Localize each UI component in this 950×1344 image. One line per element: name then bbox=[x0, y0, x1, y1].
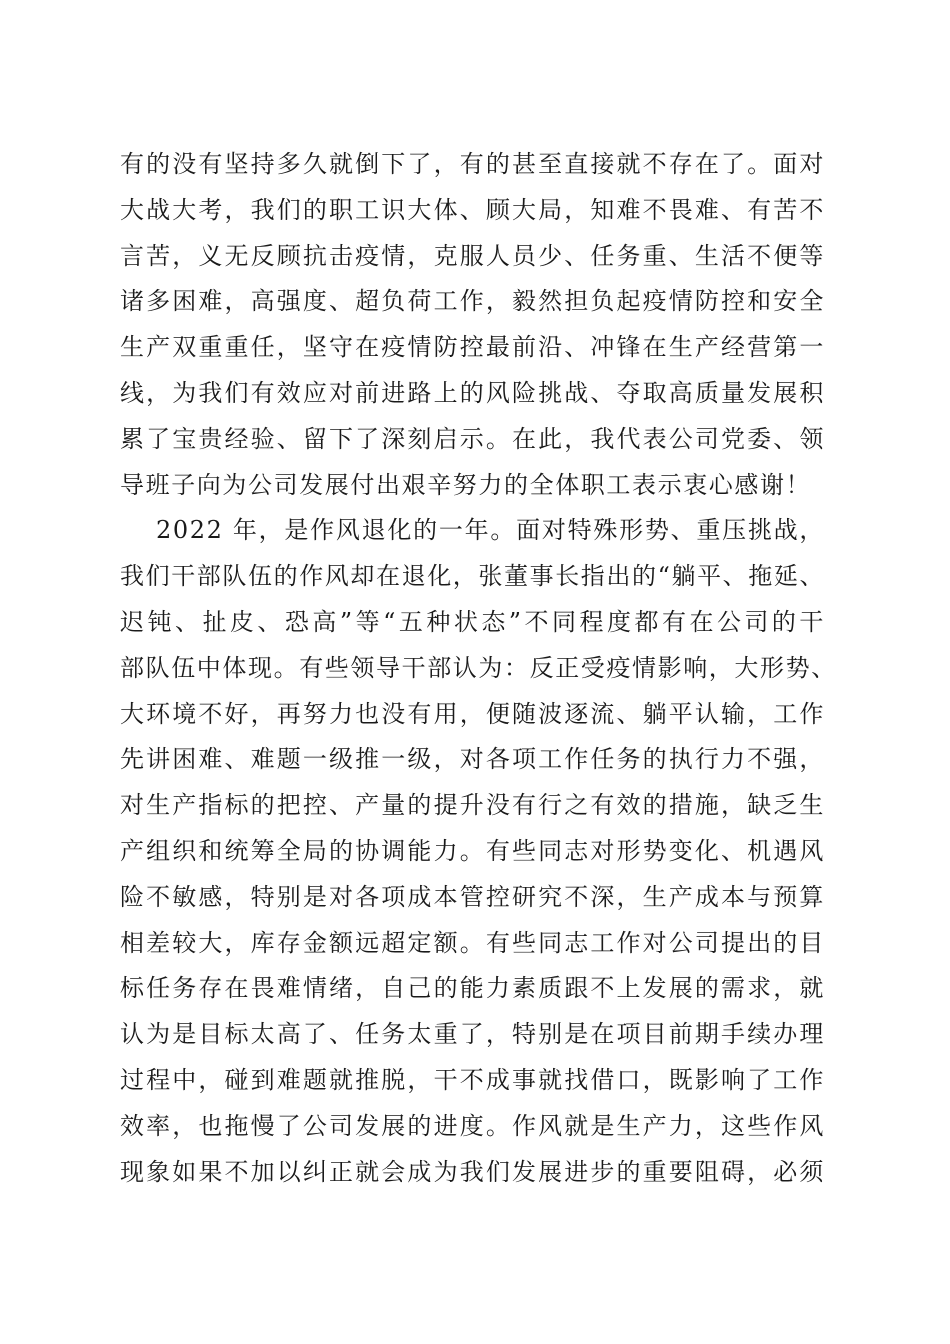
text-line: 认为是目标太高了、任务太重了，特别是在项目前期手续办理 bbox=[120, 1020, 825, 1049]
text-line: 有的没有坚持多久就倒下了，有的甚至直接就不存在了。面对 bbox=[120, 150, 825, 178]
text-line: 言苦，义无反顾抗击疫情，克服人员少、任务重、生活不便等 bbox=[120, 241, 825, 270]
text-line: 标任务存在畏难情绪，自己的能力素质跟不上发展的需求，就 bbox=[120, 974, 825, 1003]
text-line: 过程中，碰到难题就推脱，干不成事就找借口，既影响了工作 bbox=[120, 1065, 825, 1094]
text-line: 部队伍中体现。有些领导干部认为：反正受疫情影响，大形势、 bbox=[120, 653, 837, 682]
text-line: 大环境不好，再努力也没有用，便随波逐流、躺平认输，工作 bbox=[120, 699, 825, 728]
text-line: 相差较大，库存金额远超定额。有些同志工作对公司提出的目 bbox=[120, 928, 825, 957]
document-body bbox=[120, 142, 837, 1195]
text-line: 现象如果不加以纠正就会成为我们发展进步的重要阻碍，必须 bbox=[120, 1157, 825, 1186]
text-line: 对生产指标的把控、产量的提升没有行之有效的措施，缺乏生 bbox=[120, 791, 825, 820]
text-line: 2022 年，是作风退化的一年。面对特殊形势、重压挑战， bbox=[156, 516, 825, 545]
text-line: 效率，也拖慢了公司发展的进度。作风就是生产力，这些作风 bbox=[120, 1111, 825, 1140]
text-line: 生产双重重任，坚守在疫情防控最前沿、冲锋在生产经营第一 bbox=[120, 333, 825, 362]
text-line: 导班子向为公司发展付出艰辛努力的全体职工表示衷心感谢！ bbox=[120, 470, 812, 499]
text-line: 累了宝贵经验、留下了深刻启示。在此，我代表公司党委、领 bbox=[120, 424, 825, 453]
text-line: 大战大考，我们的职工识大体、顾大局，知难不畏难、有苦不 bbox=[120, 195, 825, 224]
paragraph-1 bbox=[120, 142, 825, 508]
text-line: 我们干部队伍的作风却在退化，张董事长指出的“躺平、拖延、 bbox=[120, 562, 826, 591]
paragraph-2 bbox=[120, 508, 837, 1195]
text-line: 诸多困难，高强度、超负荷工作，毅然担负起疫情防控和安全 bbox=[120, 287, 825, 316]
text-line: 险不敏感，特别是对各项成本管控研究不深，生产成本与预算 bbox=[120, 882, 825, 911]
text-line: 产组织和统筹全局的协调能力。有些同志对形势变化、机遇风 bbox=[120, 836, 825, 865]
text-line: 迟钝、扯皮、恐高”等“五种状态”不同程度都有在公司的干 bbox=[120, 607, 825, 636]
text-line: 线，为我们有效应对前进路上的风险挑战、夺取高质量发展积 bbox=[120, 378, 825, 407]
text-line: 先讲困难、难题一级推一级，对各项工作任务的执行力不强， bbox=[120, 745, 825, 774]
